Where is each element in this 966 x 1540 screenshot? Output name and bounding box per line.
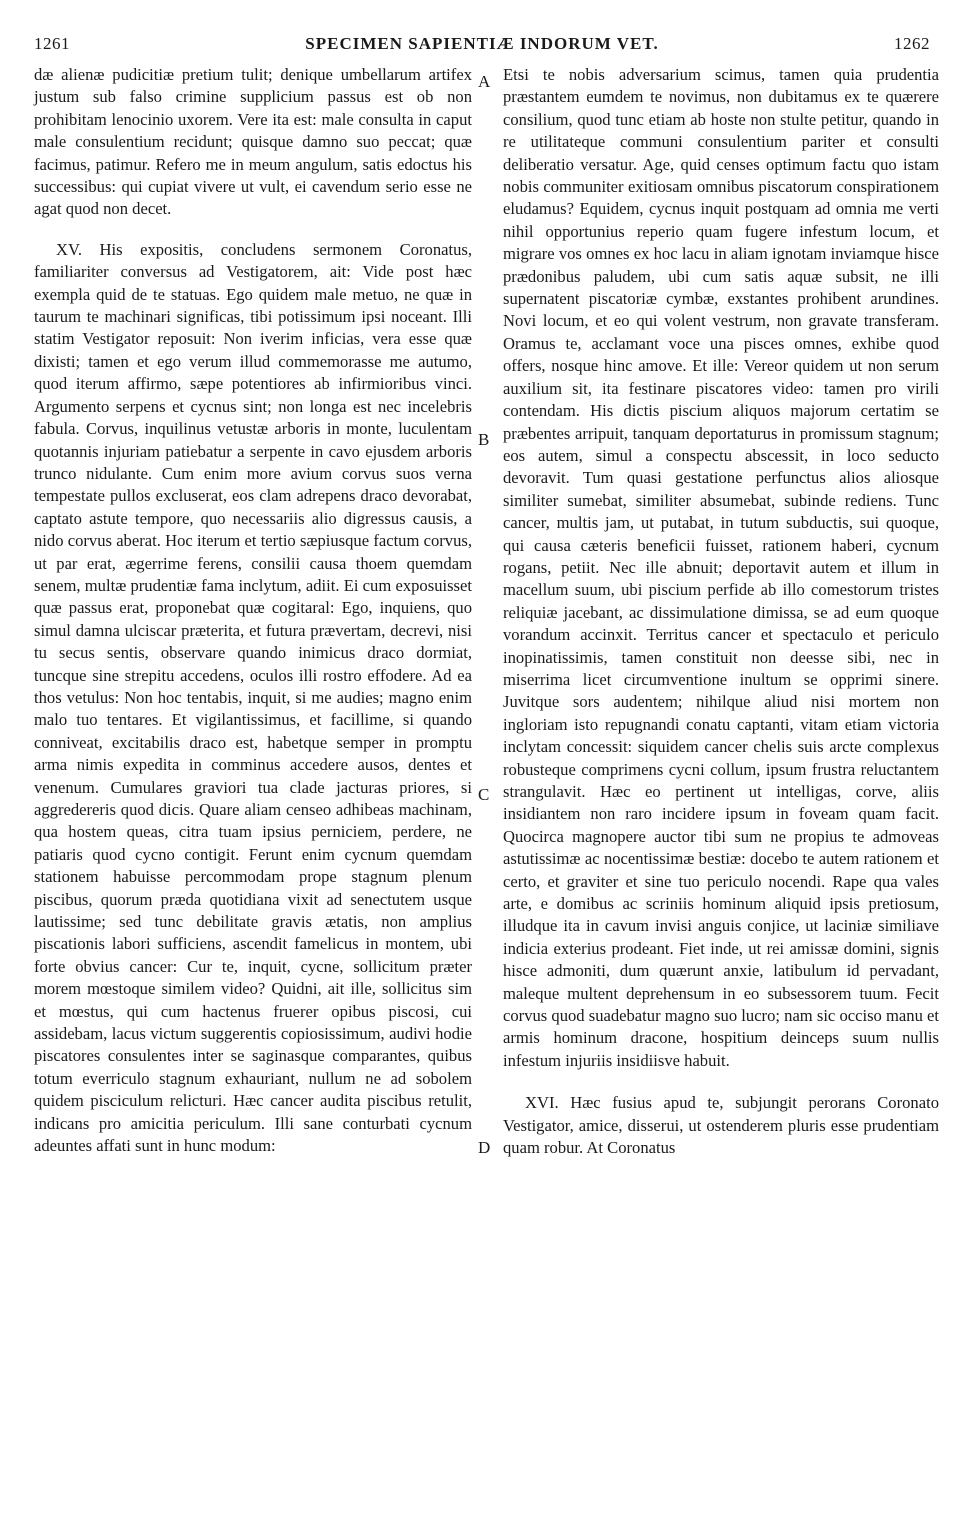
running-header	[34, 34, 930, 58]
right-column	[503, 64, 939, 1160]
left-paragraph-continued: dæ alienæ pudicitiæ pretium tulit; denique umbellarum artifex justum sub falso crimine supplicium passus est ob non prohibitam lenocinio uxorem. Vere ita est: male consulta in caput male consulentium recidunt; quisque damno suo peccat; quæ facimus, patimur. Refero me in meum angulum, satis edoctus his successibus: qui cupiat vivere ut vult, ei cavendum serio esse ne agat quod non decet.	[34, 65, 472, 219]
left-column	[34, 64, 472, 1158]
page-number-left: 1261	[34, 34, 70, 53]
running-title: SPECIMEN SAPIENTIÆ INDORUM VET.	[305, 34, 659, 53]
margin-marker-d: D	[478, 1138, 491, 1157]
right-paragraph-fable: Etsi te nobis adversarium scimus, tamen quia prudentia præstantem eumdem te novimus, non dubitamus ex te quærere consilium, quod tunc etiam ab hoste non stulte petitur, quando in re utilitateque communi consulentium pariter et consulti deliberatio versatur. Age, quid censes optimum factu quo istam nobis communiter exitiosam omnibus piscatorum conspirationem eludamus? Equidem, cycnus inquit postquam ad omnia me verti nihil opportunius reperio quam fugere infestum locum, et migrare vos omnes ex hoc lacu in aliam ignotam inviamque hisce prædonibus paludem, ubi cum satis aquæ subsit, ne illi supernatent piscatoriæ cymbæ, exstantes prohibent arundines. Novi locum, et eo qui volent vestrum, non gravate transferam. Oramus te, acclamant voce una pisces omnes, exhibe quod offers, nosque hinc amove. Et ille: Vereor quidem ut non serum auxilium sit, ita festinare piscatores video: tamen pro virili contendam. His dictis piscium aliquos majorum certatim se præbentes arripuit, tanquam deportaturus in promissum stagnum; eos autem, simul a conspectu abscessit, in loco seducto devoravit. Tum quasi gestatione perfunctus alios aliosque similiter sumebat, similiter absumebat, subinde rediens. Tunc cancer, multis jam, ut putabat, in tutum subductis, sui quoque, qui causa cæteris beneficii fuisset, rationem haberi, cycnum rogans, petiit. Nec ille abnuit; deportavit autem et illum in macellum suum, ubi piscium perfide ab illo comestorum tristes reliquiæ jacebant, ac dissimulatione dimissa, se ad eum quoque vorandum accinxit. Territus cancer et spectaculo et periculo inopinatissimis, tamen constituit non deesse sibi, nec in miserrima licet circumventione inultum se opprimi sinere. Juvitque sors audentem; nihilque aliud nisi mortem non ingloriam isto repugnandi conatu captanti, vitam etiam victoria inclytam concessit: siquidem cancer chelis suis arcte complexus robusteque comprimens cycni collum, ipsum frustra reluctantem strangulavit. Hæc eo pertinent ut intelligas, corve, aliis insidiantem non raro incidere ipsum in foveam quam facit. Quocirca magnopere auctor tibi sum ne propius te admoveas astutissimæ ac nocentissimæ bestiæ: docebo te autem rationem et certo, et graviter et sine tuo periculo nocendi. Rape qua vales arte, e domibus ac scriniis hominum aliquid ipsis pretiosum, illudque ita in cavum invisi anguis conjice, ut laciniæ similiave indicia exterius prodeant. Fiet inde, ut rei amissæ domini, signis hisce admoniti, dum quærunt anxie, latibulum id pervadant, maleque multent deprehensum in eo subsessorem tuum. Fecit corvus quod suadebatur magno suo lucro; nam sic occiso manu et armis hominum dracone, hospitium deinceps suum nullis infestum injuriis insidiisve habuit.	[503, 65, 939, 1070]
margin-marker-b: B	[478, 430, 490, 449]
margin-marker-a: A	[478, 72, 491, 91]
page-number-right: 1262	[894, 34, 930, 53]
margin-marker-c: C	[478, 785, 490, 804]
left-paragraph-section-xv: XV. His expositis, concludens sermonem Coronatus, familiariter conversus ad Vestigatorem, ait: Vide post hæc exempla quid de te statuas. Ego quidem male metuo, ne quæ in taurum te machinari significas, tibi potissimum ipsi noceant. Illi statim Vestigator reposuit: Non iverim inficias, vera esse quæ dixisti; tamen et ego verum illud commemorasse me autumo, quod iterum affirmo, sæpe potentiores ab infirmioribus vinci. Argumento serpens et cycnus sint; non longa est nec incelebris fabula. Corvus, inquilinus vetustæ arboris in monte, luculentam quotannis injuriam patiebatur a serpente in cavo ejusdem arboris trunco nidulante. Cum enim more avium corvus suos verna tempestate pullos excluserat, eos clam adrepens draco devorabat, captato astute tempore, quo necessariis alio digressus causis, a nido corvus aberat. Hoc iterum et tertio sæpiusque factum corvus, ut par erat, ægerrime ferens, consilii causa thoem quemdam senem, multæ prudentiæ fama inclytum, adiit. Ei cum exposuisset quæ passus erat, proponebat quæ cogitaral: Ego, inquiens, quo simul damna ulciscar præterita, et futura prævertam, decrevi, nisi tu secus sentis, observare quando inimicus draco dormiat, tuncque sine strepitu accedens, oculos illi rostro effodere. Ad ea thos vetulus: Non hoc tentabis, inquit, si me audies; magno enim malo tuo tentares. Et vigilantissimus, et facillime, si quando conniveat, excitabilis draco est, habetque semper in promptu arma nimis expedita in comminus accedere ausos, dentes et venenum. Cumulares graviori tua clade jacturas priores, si aggredereris quod dicis. Quare aliam censeo adhibeas machinam, qua hostem queas, citra tuam ipsius perniciem, perdere, ne patiaris quod cycno contigit. Ferunt enim cycnum quemdam stationem habuisse percommodam prope stagnum plenum piscibus, quorum præda quotidiana vixit ad senectutem usque lautissime; sed tunc debilitate gravis ætatis, non amplius piscationis labori sufficiens, ascendit famelicus in montem, ubi forte obvius cancer: Cur te, inquit, cycne, sollicitum præter morem mœstoque similem video? Quidni, ait ille, sollicitus sim et mœstus, qui cum hactenus fruerer opibus piscosi, cui assidebam, lacus victum suggerentis copiosissimum, audivi hodie piscatores consulentes inter se saginasque comparantes, quibus totum everriculo stagnum exhauriant, nullum ne ad sobolem quidem pisciculum relicturi. Hæc cancer audita piscibus retulit, indicans pro amicitia periculum. Illi sane conturbati cycnum adeuntes affati sunt in hunc modum:	[34, 239, 472, 1156]
right-paragraph-section-xvi: XVI. Hæc fusius apud te, subjungit perorans Coronato Vestigator, amice, disserui, ut ostenderem pluris esse prudentiam quam robur. At Coronatus	[503, 1093, 939, 1158]
